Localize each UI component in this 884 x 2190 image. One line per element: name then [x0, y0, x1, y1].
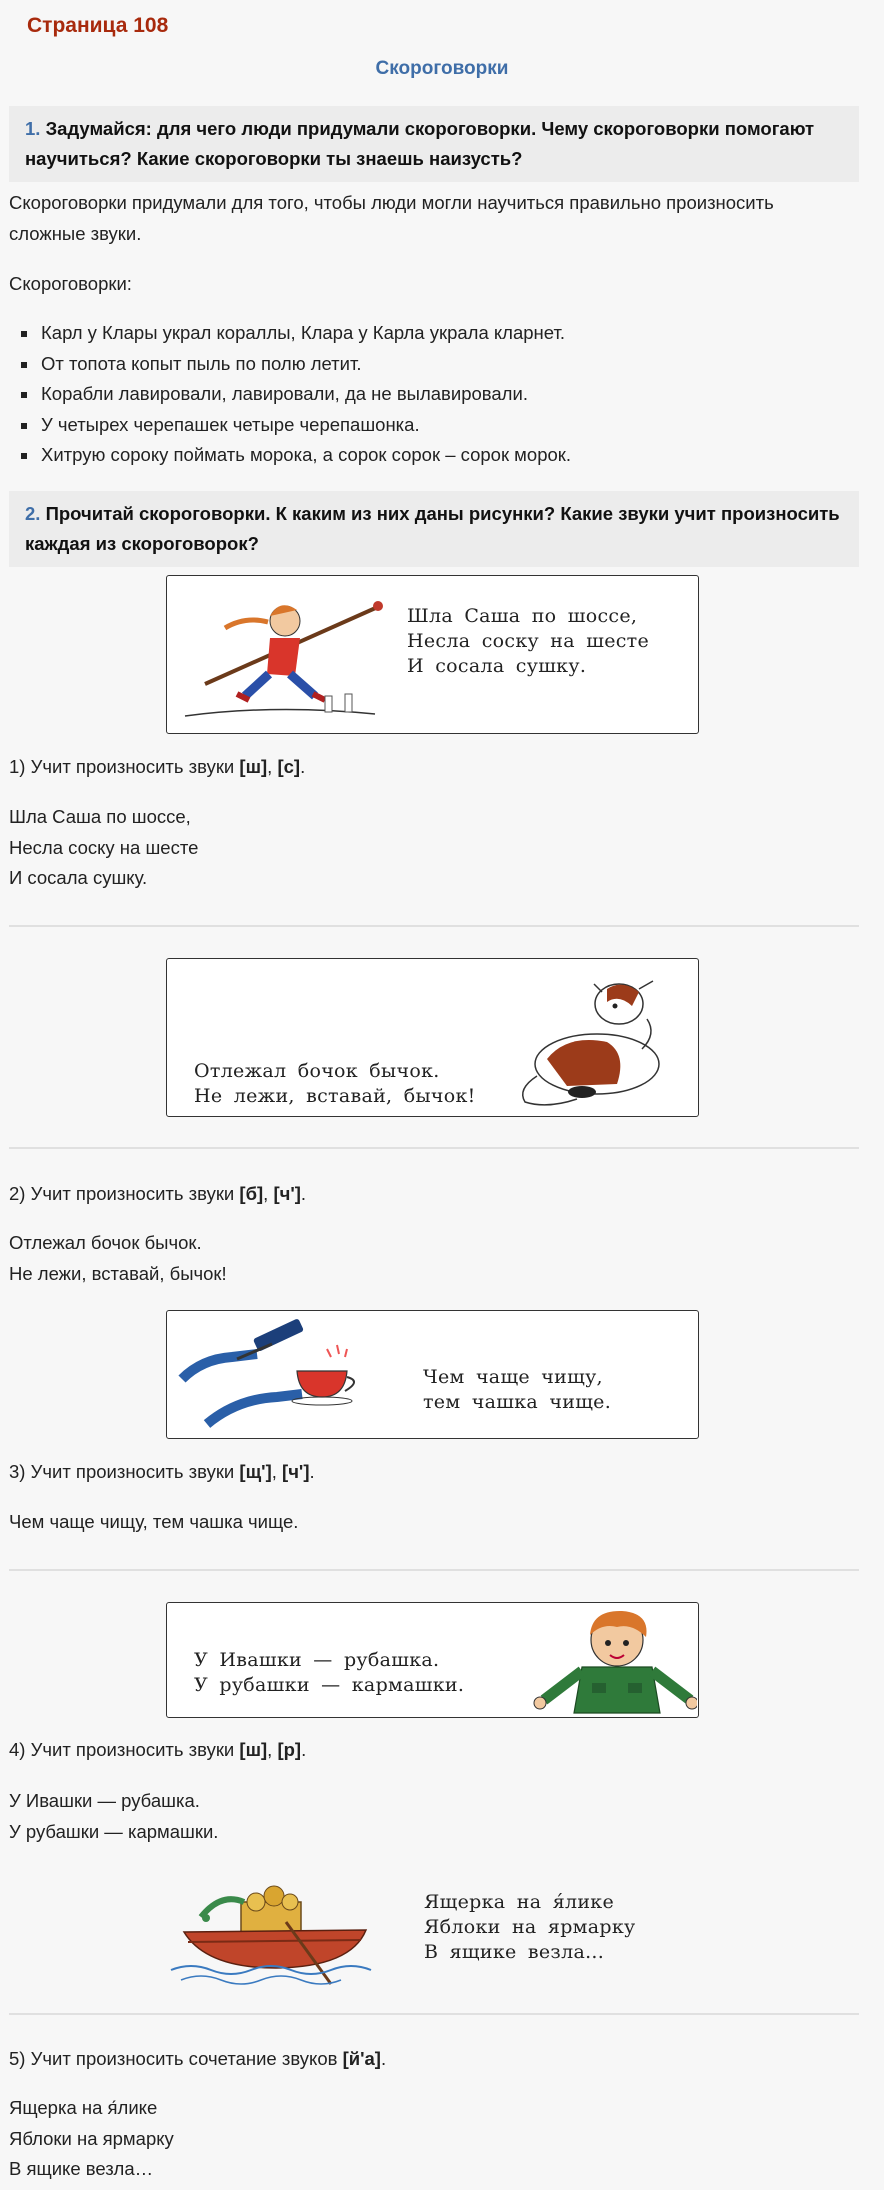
question-2-number: 2. — [25, 503, 41, 524]
answer-t3 — [9, 1457, 315, 1488]
verse-line: тем чашка чище. — [423, 1391, 612, 1413]
calf-icon — [507, 964, 687, 1112]
divider — [9, 2013, 859, 2015]
question-2 — [9, 491, 859, 567]
text-line: У рубашки — кармашки. — [9, 1820, 219, 1842]
answer-prefix: 2) Учит произносить звуки — [9, 1183, 240, 1204]
separator: , — [263, 1183, 274, 1204]
sound-label: [й'а] — [342, 2048, 381, 2069]
twister-text-4 — [9, 1786, 218, 1847]
separator: , — [271, 1461, 283, 1482]
twister-text-1 — [9, 802, 198, 894]
answer-1-line-1: Скороговорки придумали для того, чтобы люди могли научиться правильно произносить — [9, 192, 774, 213]
twister-text-3 — [9, 1507, 298, 1538]
question-2-text: Прочитай скороговорки. К каким из них даны рисунки? Какие звуки учит произносить каждая из скороговорок? — [25, 503, 840, 554]
tongue-twister-list — [9, 318, 571, 471]
illustration-2 — [166, 958, 699, 1117]
list-item: ▪ Хитрую сороку поймать морока, а сорок сорок – сорок морок. — [39, 440, 571, 471]
text-line: У Ивашки — рубашка. — [9, 1790, 200, 1811]
text-line: Шла Саша по шоссе, — [9, 806, 191, 827]
answer-prefix: 1) Учит произносить звуки — [9, 756, 240, 777]
list-item: ▪ От топота копыт пыль по полю летит. — [39, 349, 571, 380]
verse-5 — [424, 1890, 635, 1965]
verse-line: Ящерка на я́лике — [424, 1891, 615, 1913]
verse-line: Отлежал бочок бычок. — [194, 1060, 440, 1082]
illustration-4 — [166, 1602, 699, 1718]
page-title: Страница 108 — [27, 14, 169, 37]
boy-ivashka-icon — [522, 1605, 697, 1715]
answer-prefix: 3) Учит произносить звуки — [9, 1461, 240, 1482]
verse-line: Чем чаще чищу, — [423, 1366, 603, 1388]
answer-t1 — [9, 752, 305, 783]
verse-line: В ящике везла... — [424, 1941, 605, 1963]
verse-3 — [423, 1365, 611, 1415]
verse-1 — [407, 604, 649, 679]
verse-line: У Ивашки — рубашка. — [194, 1649, 440, 1671]
text-line: Чем чаще чищу, тем чашка чище. — [9, 1511, 299, 1532]
period: . — [300, 1183, 307, 1204]
illustration-5 — [166, 1872, 699, 1992]
sound-label: [с] — [277, 756, 301, 777]
sound-label: [щ'] — [239, 1461, 272, 1482]
text-line: Ящерка на я́лике — [9, 2097, 158, 2118]
list-item: ▪ Карл у Клары украл кораллы, Клара у Карла украла кларнет. — [39, 318, 571, 349]
illustration-3 — [166, 1310, 699, 1439]
verse-4 — [194, 1648, 464, 1698]
section-title: Скороговорки — [375, 58, 509, 79]
answer-t4 — [9, 1735, 306, 1766]
question-1 — [9, 106, 859, 182]
girl-with-pole-icon — [175, 586, 385, 726]
separator: , — [267, 1739, 278, 1760]
sound-label: [ш] — [239, 1739, 268, 1760]
divider — [9, 925, 859, 927]
period: . — [309, 1461, 315, 1482]
twister-text-5 — [9, 2093, 174, 2185]
verse-line: Не лежи, вставай, бычок! — [194, 1085, 476, 1107]
twister-text-2 — [9, 1228, 227, 1289]
sound-label: [р] — [277, 1739, 302, 1760]
answer-prefix: 5) Учит произносить сочетание звуков — [9, 2048, 343, 2069]
text-line: Несла соску на шесте — [9, 836, 199, 858]
answer-1-line-2: сложные звуки. — [9, 222, 142, 244]
list-label: Скороговорки: — [9, 273, 132, 294]
verse-line: Яблоки на ярмарку — [424, 1916, 636, 1938]
hands-brush-cup-icon — [177, 1319, 377, 1434]
illustration-1 — [166, 575, 699, 734]
sound-label: [ш] — [239, 756, 268, 777]
sound-label: [б] — [239, 1183, 264, 1204]
text-line: И сосала сушку. — [9, 867, 148, 888]
separator: , — [267, 756, 278, 777]
period: . — [300, 756, 306, 777]
text-line: В ящике везла… — [9, 2158, 154, 2179]
period: . — [380, 2048, 387, 2069]
answer-t2 — [9, 1179, 306, 1210]
list-item: ▪ Корабли лавировали, лавировали, да не вылавировали. — [39, 379, 571, 410]
text-line: Не лежи, вставай, бычок! — [9, 1262, 227, 1284]
divider — [9, 1147, 859, 1149]
sound-label: [ч'] — [273, 1183, 301, 1204]
verse-line: У рубашки — кармашки. — [194, 1674, 465, 1696]
question-1-text: Задумайся: для чего люди придумали скороговорки. Чему скороговорки помогают научиться? Какие скороговорки ты знаешь наизусть? — [25, 118, 815, 169]
verse-line: И сосала сушку. — [407, 655, 587, 677]
text-line: Яблоки на ярмарку — [9, 2127, 174, 2149]
answer-1-text — [9, 188, 774, 249]
verse-2 — [194, 1059, 476, 1109]
answer-t5 — [9, 2044, 386, 2075]
text-line: Отлежал бочок бычок. — [9, 1232, 202, 1253]
list-item: ▪ У четырех черепашек четыре черепашонка. — [39, 410, 571, 441]
period: . — [301, 1739, 307, 1760]
boat-lizard-icon — [166, 1872, 381, 1990]
divider — [9, 1569, 859, 1571]
verse-line: Несла соску на шесте — [407, 630, 650, 652]
question-1-number: 1. — [25, 118, 41, 139]
answer-prefix: 4) Учит произносить звуки — [9, 1739, 240, 1760]
sound-label: [ч'] — [282, 1461, 310, 1482]
verse-line: Шла Саша по шоссе, — [407, 605, 638, 627]
